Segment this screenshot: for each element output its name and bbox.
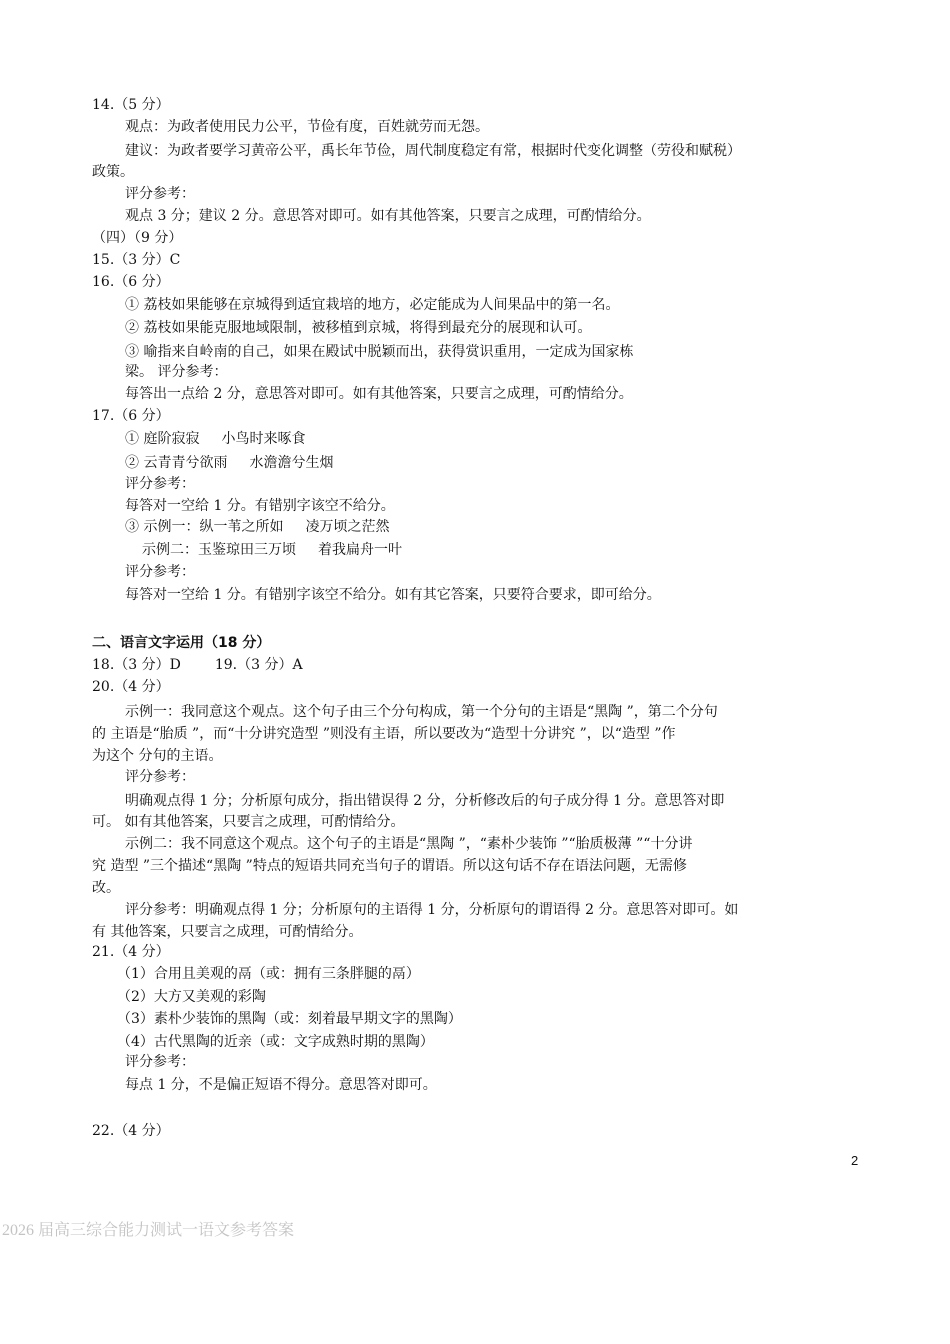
q20-ref-label-1: 评分参考： — [125, 769, 195, 785]
q20-example1-line1: 示例一：我同意这个观点。这个句子由三个分句构成，第一个分句的主语是“黑陶 ”，第二个分句 — [125, 704, 718, 720]
q16-item3-line2: 梁。 评分参考： — [125, 364, 228, 380]
q17-item2 — [125, 453, 333, 473]
q16-ref-text: 每答出一点给 2 分，意思答对即可。如有其他答案，只要言之成理，可酌情给分。 — [125, 386, 633, 402]
q21-ref-label: 评分参考： — [125, 1054, 195, 1070]
q17-item2-first: ② 云青青兮欲雨 — [125, 455, 228, 471]
q14-ref-label: 评分参考： — [125, 186, 195, 202]
q17-item3-example2 — [142, 540, 402, 560]
q17-heading: 17.（6 分） — [92, 408, 170, 424]
q14-heading: 14.（5 分） — [92, 97, 170, 113]
q20-ref2-line1: 评分参考：明确观点得 1 分；分析原句的主语得 1 分，分析原句的谓语得 2 分。意思答对即可。如 — [125, 902, 739, 918]
q17-example1-second: 凌万顷之茫然 — [305, 519, 390, 535]
q20-ref1-line1: 明确观点得 1 分；分析原句成分，指出错误得 2 分，分析修改后的句子成分得 1 分。意思答对即 — [125, 793, 725, 809]
q20-example2-line1: 示例二：我不同意这个观点。这个句子的主语是“黑陶 ”，“素朴少装饰 ”“胎质极薄 ”“十分讲 — [125, 836, 693, 852]
q17-ref-text-2: 每答对一空给 1 分。有错别字该空不给分。如有其它答案，只要符合要求，即可给分。 — [125, 587, 661, 603]
part4-heading: （四）（9 分） — [92, 230, 183, 246]
q20-example2-line3: 改。 — [92, 880, 120, 896]
q16-item3-line1: ③ 喻指来自岭南的自己，如果在殿试中脱颖而出，获得赏识重用，一定成为国家栋 — [125, 344, 634, 360]
footer-title: 2026 届高三综合能力测试一语文参考答案 — [2, 1222, 295, 1239]
section2-heading: 二、语言文字运用（18 分） — [92, 635, 271, 651]
q17-ref-text-1: 每答对一空给 1 分。有错别字该空不给分。 — [125, 498, 395, 514]
q14-advice-line1: 建议：为政者要学习黄帝公平，禹长年节俭，周代制度稳定有常，根据时代变化调整（劳役和赋税） — [125, 143, 741, 159]
q19-answer: 19.（3 分）A — [214, 657, 303, 673]
q14-view: 观点：为政者使用民力公平，节俭有度，百姓就劳而无怨。 — [125, 119, 489, 135]
q14-advice-line2: 政策。 — [92, 164, 134, 180]
q16-item1: ① 荔枝如果能够在京城得到适宜栽培的地方，必定能成为人间果品中的第一名。 — [125, 297, 620, 313]
q20-example2-line2: 究 造型 ”三个描述“黑陶 ”特点的短语共同充当句子的谓语。所以这句话不存在语法问题，无需修 — [92, 858, 687, 874]
q20-ref2-line2: 有 其他答案，只要言之成理，可酌情给分。 — [92, 924, 363, 940]
q20-example1-line3: 为这个 分句的主语。 — [92, 748, 223, 764]
q22-heading: 22.（4 分） — [92, 1123, 170, 1139]
q17-example2-second: 着我扁舟一叶 — [318, 542, 402, 558]
q18-answer: 18.（3 分）D — [92, 657, 181, 673]
q17-example1-first: ③ 示例一：纵一苇之所如 — [125, 519, 284, 535]
page-number: 2 — [851, 1153, 859, 1168]
q21-ref-text: 每点 1 分，不是偏正短语不得分。意思答对即可。 — [125, 1077, 437, 1093]
q17-ref-label-2: 评分参考： — [125, 564, 195, 580]
q20-example1-line2: 的 主语是“胎质 ”，而“十分讲究造型 ”则没有主语，所以要改为“造型十分讲究 ”，以“造型 ”作 — [92, 726, 676, 742]
q18-q19-answers — [92, 655, 303, 675]
q17-example2-first: 示例二：玉鉴琼田三万顷 — [142, 542, 296, 558]
q21-item1: （1）合用且美观的鬲（或：拥有三条胖腿的鬲） — [117, 966, 420, 982]
q14-ref-text: 观点 3 分；建议 2 分。意思答对即可。如有其他答案，只要言之成理，可酌情给分。 — [125, 208, 651, 224]
q21-item2: （2）大方又美观的彩陶 — [117, 989, 266, 1005]
q17-item3-example1 — [125, 517, 389, 537]
q21-heading: 21.（4 分） — [92, 944, 170, 960]
q16-item2: ② 荔枝如果能克服地域限制，被移植到京城，将得到最充分的展现和认可。 — [125, 320, 592, 336]
q16-heading: 16.（6 分） — [92, 274, 170, 290]
q21-item4: （4）古代黑陶的近亲（或：文字成熟时期的黑陶） — [117, 1034, 434, 1050]
q15-answer: 15.（3 分）C — [92, 252, 181, 268]
q17-item2-second: 水澹澹兮生烟 — [249, 455, 334, 471]
q17-ref-label-1: 评分参考： — [125, 476, 195, 492]
q17-item1 — [125, 429, 305, 449]
q17-item1-first: ① 庭阶寂寂 — [125, 431, 200, 447]
q20-ref1-line2: 可。 如有其他答案，只要言之成理，可酌情给分。 — [92, 814, 405, 830]
q21-item3: （3）素朴少装饰的黑陶（或：刻着最早期文字的黑陶） — [117, 1011, 462, 1027]
q17-item1-second: 小鸟时来啄食 — [221, 431, 306, 447]
q20-heading: 20.（4 分） — [92, 679, 170, 695]
